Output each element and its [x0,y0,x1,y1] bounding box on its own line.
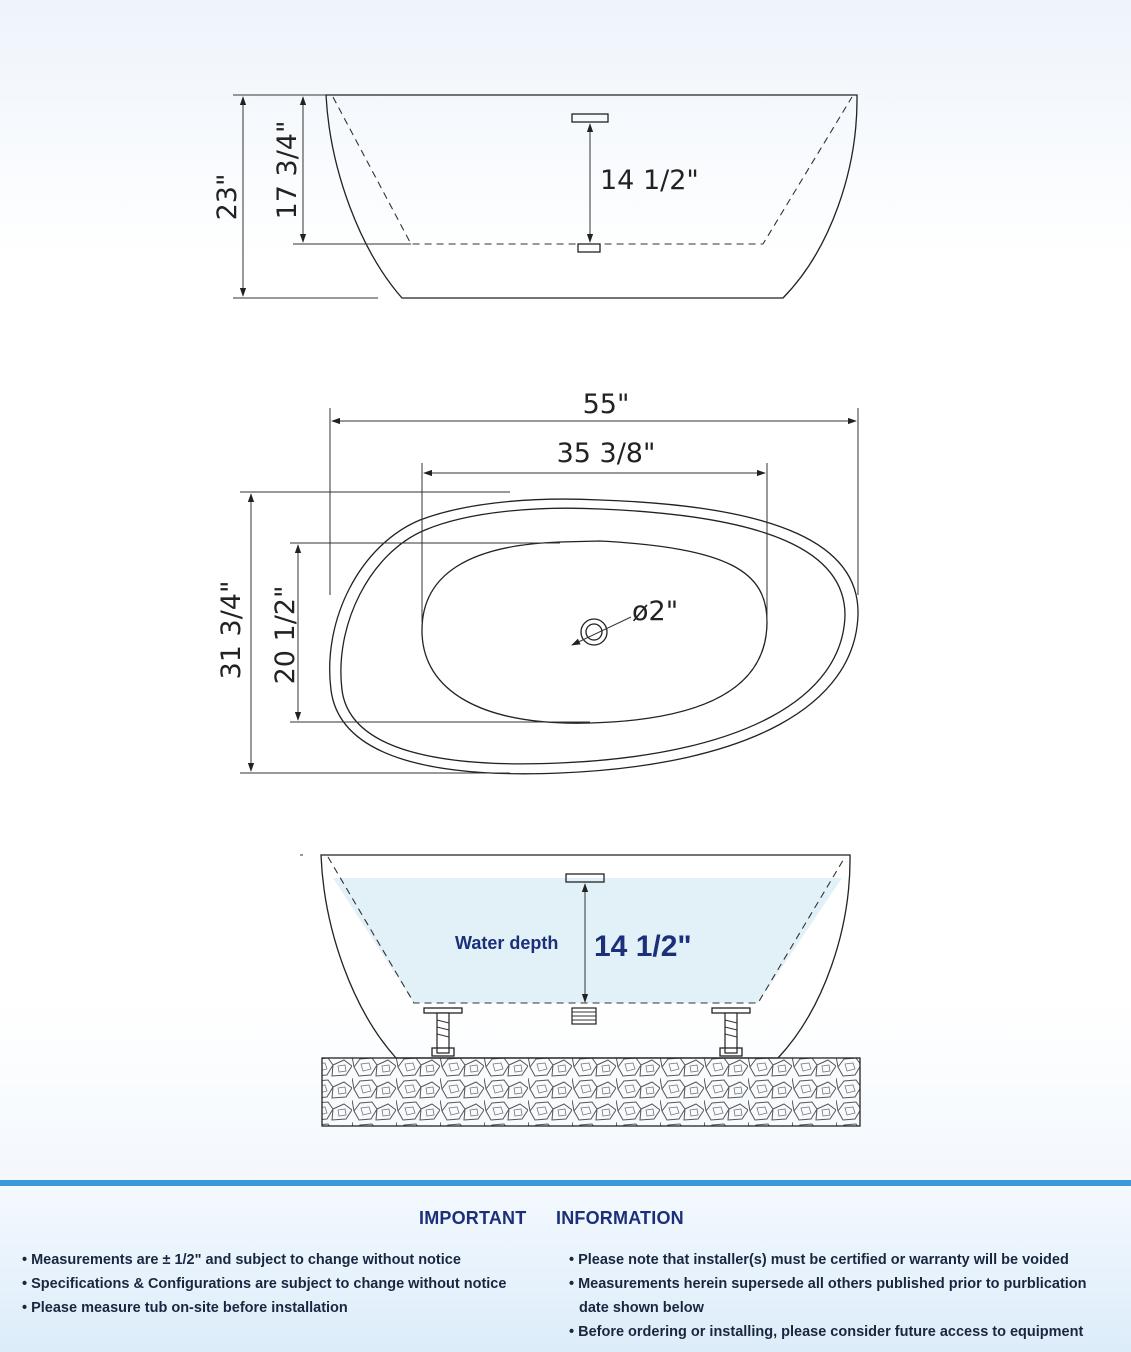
important-information-panel [0,1186,1131,1352]
right-notes-list [569,1248,1087,1344]
side-view [212,95,857,298]
tub-interior-profile [333,97,852,244]
drain-icon [578,244,600,252]
note-measure-onsite: • Please measure tub on-site before installation [22,1300,348,1316]
leg-left [437,1013,449,1053]
info-title-important: IMPORTANT [419,1208,527,1228]
info-title-information: INFORMATION [556,1208,684,1228]
stone-floor [322,1058,860,1126]
leg-plate-right [712,1008,750,1013]
water-depth-value: 14 1/2" [594,930,692,963]
width-label: 31 3/4" [216,580,247,680]
water-fill [333,878,842,1003]
interior-width-label: 20 1/2" [270,585,301,685]
leg-plate-left [424,1008,462,1013]
plan-view [216,389,858,774]
note-measurements: • Measurements are ± 1/2" and subject to change without notice [22,1252,461,1268]
tub-basin [422,541,767,723]
drain-diameter-label: ø2" [632,596,679,627]
note-future-access: • Before ordering or installing, please consider future access to equipment [569,1324,1084,1340]
note-measurements-supersede: • Measurements herein supersede all others published prior to purblication [569,1276,1087,1292]
length-label: 55" [582,389,630,420]
height-label: 23" [212,173,243,221]
water-depth-label: Water depth [455,933,559,953]
tub-outer-rim-inner [341,508,845,764]
tub-outer-profile [326,95,857,298]
water-depth-view [300,855,860,1126]
left-notes-list [22,1248,506,1320]
note-specifications: • Specifications & Configurations are subject to change without notice [22,1276,507,1292]
overflow-icon [572,114,608,122]
overflow-height-label: 14 1/2" [600,165,699,196]
note-measurements-supersede-cont: date shown below [579,1300,704,1316]
drain-ring [581,619,607,645]
note-installer-certified: • Please note that installer(s) must be certified or warranty will be voided [569,1252,1069,1268]
leg-right [725,1013,737,1053]
interior-depth-label: 17 3/4" [272,120,303,220]
tub-outer-rim [330,499,858,774]
support-legs [424,1008,750,1056]
interior-length-label: 35 3/8" [556,438,656,469]
